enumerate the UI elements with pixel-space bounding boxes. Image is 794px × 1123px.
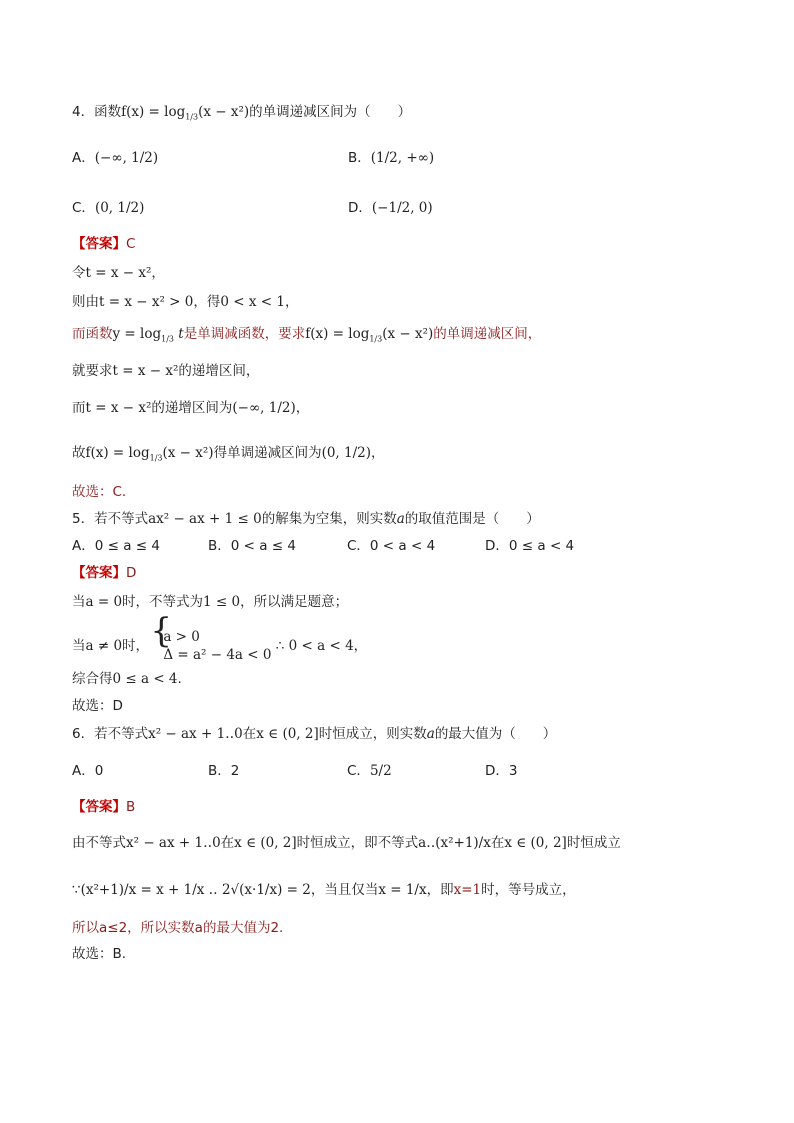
q4-solution-line-2 bbox=[72, 292, 298, 312]
formula: (0, 1/2) bbox=[321, 445, 372, 461]
text: 时恒成立 bbox=[566, 835, 621, 851]
text: 时，等号成立， bbox=[481, 882, 576, 898]
text: ， bbox=[371, 445, 385, 461]
formula-var: t bbox=[178, 326, 184, 342]
q6-option-a: A．0 bbox=[72, 763, 104, 779]
text: 的递增区间， bbox=[178, 363, 260, 379]
text: 6．若不等式 bbox=[72, 726, 149, 742]
text: 则由 bbox=[72, 294, 99, 310]
text: 的单调递减区间， bbox=[433, 326, 542, 342]
text: 在 bbox=[220, 835, 235, 851]
q6-option-c-value: 5/2 bbox=[369, 763, 392, 779]
q4-stem-suffix: 的单调递减区间为（ ） bbox=[249, 104, 412, 120]
formula bbox=[305, 326, 433, 342]
q4-option-b-label: B． bbox=[348, 150, 371, 166]
q6-option-c-label: C． bbox=[347, 763, 370, 779]
formula-base: 1/3 bbox=[369, 334, 383, 344]
q5-option-d: D．0 ≤ a < 4 bbox=[485, 538, 575, 554]
text: 5．若不等式 bbox=[72, 511, 149, 527]
system-row: { a > 0 bbox=[163, 629, 200, 645]
q6-stem bbox=[72, 724, 556, 744]
text: ， bbox=[353, 638, 368, 654]
q6-answer bbox=[72, 797, 135, 817]
formula: (x²+1)/x = x + 1/x ‥ 2√(x·1/x) = 2 bbox=[80, 882, 311, 898]
formula: ax² − ax + 1 ≤ 0 bbox=[148, 511, 262, 527]
q4-option-d bbox=[348, 198, 433, 218]
formula-base: 1/3 bbox=[149, 453, 163, 463]
text: 时，不等式为 bbox=[122, 594, 204, 610]
text: 由不等式 bbox=[72, 835, 126, 851]
formula: t = x − x² bbox=[112, 363, 179, 379]
formula-head: f(x) = log bbox=[85, 445, 150, 461]
formula-head: f(x) = log bbox=[305, 326, 370, 342]
formula: 0 ≤ a < 4 bbox=[112, 671, 178, 687]
q5-stem bbox=[72, 509, 540, 529]
q4-option-b-value: (1/2, +∞) bbox=[370, 150, 435, 166]
formula bbox=[86, 445, 214, 461]
text: ，所以满足题意； bbox=[240, 594, 349, 610]
text: 的解集为空集，则实数 bbox=[261, 511, 397, 527]
q4-option-d-label: D． bbox=[348, 200, 372, 216]
q4-option-c-value: (0, 1/2) bbox=[94, 200, 145, 216]
text: 令 bbox=[72, 265, 86, 281]
q4-function-head: f(x) = log bbox=[121, 104, 186, 120]
q6-solution-line-3: 所以a≤2，所以实数a的最大值为2. bbox=[72, 920, 284, 936]
q6-solution-line-2 bbox=[72, 880, 576, 900]
q6-option-b: B．2 bbox=[208, 763, 240, 779]
formula bbox=[113, 326, 184, 342]
answer-value: D bbox=[126, 565, 137, 581]
text: 故 bbox=[72, 445, 86, 461]
q5-option-b: B．0 < a ≤ 4 bbox=[208, 538, 297, 554]
formula: (−∞, 1/2) bbox=[232, 400, 296, 416]
q6-choose: 故选：B. bbox=[72, 946, 127, 962]
formula-arg: (x − x²) bbox=[162, 445, 214, 461]
formula: x = 1/x bbox=[378, 882, 427, 898]
q4-option-a bbox=[72, 148, 158, 168]
text: ，即 bbox=[426, 882, 454, 898]
q4-function-arg: (x − x²) bbox=[198, 104, 250, 120]
q5-answer bbox=[72, 563, 136, 583]
text: 就要求 bbox=[72, 363, 113, 379]
answer-tag: 【答案】 bbox=[72, 236, 126, 252]
q4-solution-line-1 bbox=[72, 263, 165, 283]
formula: (x²+1)/x bbox=[435, 835, 491, 851]
formula: t = x − x² > 0 bbox=[99, 294, 194, 310]
q4-option-b bbox=[348, 148, 434, 168]
system-row: Δ = a² − 4a < 0 bbox=[163, 647, 272, 663]
text: 得单调递减区间为 bbox=[213, 445, 322, 461]
text: 时， bbox=[122, 638, 150, 654]
formula: x² − ax + 1‥0 bbox=[148, 726, 243, 742]
variable: a bbox=[426, 726, 435, 742]
q4-solution-line-3 bbox=[72, 324, 541, 350]
answer-tag: 【答案】 bbox=[72, 799, 126, 815]
text: 时恒成立，即不等式 bbox=[296, 835, 419, 851]
q6-option-c bbox=[347, 761, 392, 781]
formula: a = 0 bbox=[85, 594, 123, 610]
q4-option-a-value: (−∞, 1/2) bbox=[94, 150, 159, 166]
q4-answer bbox=[72, 234, 135, 254]
text: ，得 bbox=[193, 294, 221, 310]
formula: a ≠ 0 bbox=[85, 638, 123, 654]
formula: t = x − x² bbox=[85, 400, 152, 416]
formula-arg: (x − x²) bbox=[382, 326, 434, 342]
formula: x ∈ (0, 2] bbox=[256, 726, 319, 742]
formula: x² − ax + 1‥0 bbox=[126, 835, 221, 851]
q4-stem-prefix: 4．函数 bbox=[72, 104, 122, 120]
text: ，当且仅当 bbox=[310, 882, 379, 898]
answer-value: C bbox=[126, 236, 136, 252]
formula-base: 1/3 bbox=[161, 334, 174, 344]
formula: x=1 bbox=[453, 882, 482, 898]
answer-tag: 【答案】 bbox=[72, 565, 126, 581]
q6-option-d: D．3 bbox=[485, 763, 518, 779]
formula: x ∈ (0, 2] bbox=[234, 835, 297, 851]
q4-choose: 故选：C. bbox=[72, 484, 127, 500]
q4-function-base: 1/3 bbox=[185, 112, 199, 122]
text: 在 bbox=[490, 835, 505, 851]
formula-head: y = log bbox=[112, 326, 162, 342]
q5-solution-line-1 bbox=[72, 592, 348, 612]
q4-option-c-label: C． bbox=[72, 200, 95, 216]
q5-solution-line-3 bbox=[72, 669, 182, 689]
formula: ∴ 0 < a < 4 bbox=[275, 638, 354, 654]
q5-option-a: A．0 ≤ a ≤ 4 bbox=[72, 538, 160, 554]
q4-option-d-value: (−1/2, 0) bbox=[371, 200, 433, 216]
inequality-system bbox=[153, 628, 271, 664]
text: ， bbox=[151, 265, 165, 281]
q5-solution-line-2 bbox=[72, 628, 367, 664]
text: ， bbox=[284, 294, 299, 310]
text: 当 bbox=[72, 594, 86, 610]
text: 是单调减函数，要求 bbox=[183, 326, 306, 342]
text: 当 bbox=[72, 638, 86, 654]
q4-solution-line-5 bbox=[72, 398, 309, 418]
text: ， bbox=[295, 400, 310, 416]
text: 而 bbox=[72, 400, 86, 416]
variable: a bbox=[396, 511, 405, 527]
formula: 0 < x < 1 bbox=[220, 294, 285, 310]
q5-choose: 故选：D bbox=[72, 698, 123, 714]
text: 的最大值为（ ） bbox=[434, 726, 557, 742]
text: ∵ bbox=[72, 882, 81, 898]
text: . bbox=[177, 671, 182, 687]
text: 的取值范围是（ ） bbox=[404, 511, 540, 527]
q4-option-a-label: A． bbox=[72, 150, 95, 166]
q5-option-c: C．0 < a < 4 bbox=[347, 538, 436, 554]
q4-solution-line-6 bbox=[72, 443, 385, 469]
q4-stem bbox=[72, 102, 411, 128]
answer-value: B bbox=[126, 799, 136, 815]
q4-function bbox=[121, 104, 249, 120]
formula: t = x − x² bbox=[85, 265, 152, 281]
q4-option-c bbox=[72, 198, 144, 218]
text: 而函数 bbox=[72, 326, 113, 342]
formula: 1 ≤ 0 bbox=[203, 594, 241, 610]
text: 在 bbox=[242, 726, 257, 742]
text: 综合得 bbox=[72, 671, 113, 687]
text: 时恒成立，则实数 bbox=[318, 726, 427, 742]
formula: x ∈ (0, 2] bbox=[504, 835, 567, 851]
text: 的递增区间为 bbox=[151, 400, 233, 416]
q6-solution-line-1 bbox=[72, 833, 621, 853]
q4-solution-line-4 bbox=[72, 361, 259, 381]
formula: a‥ bbox=[418, 835, 436, 851]
